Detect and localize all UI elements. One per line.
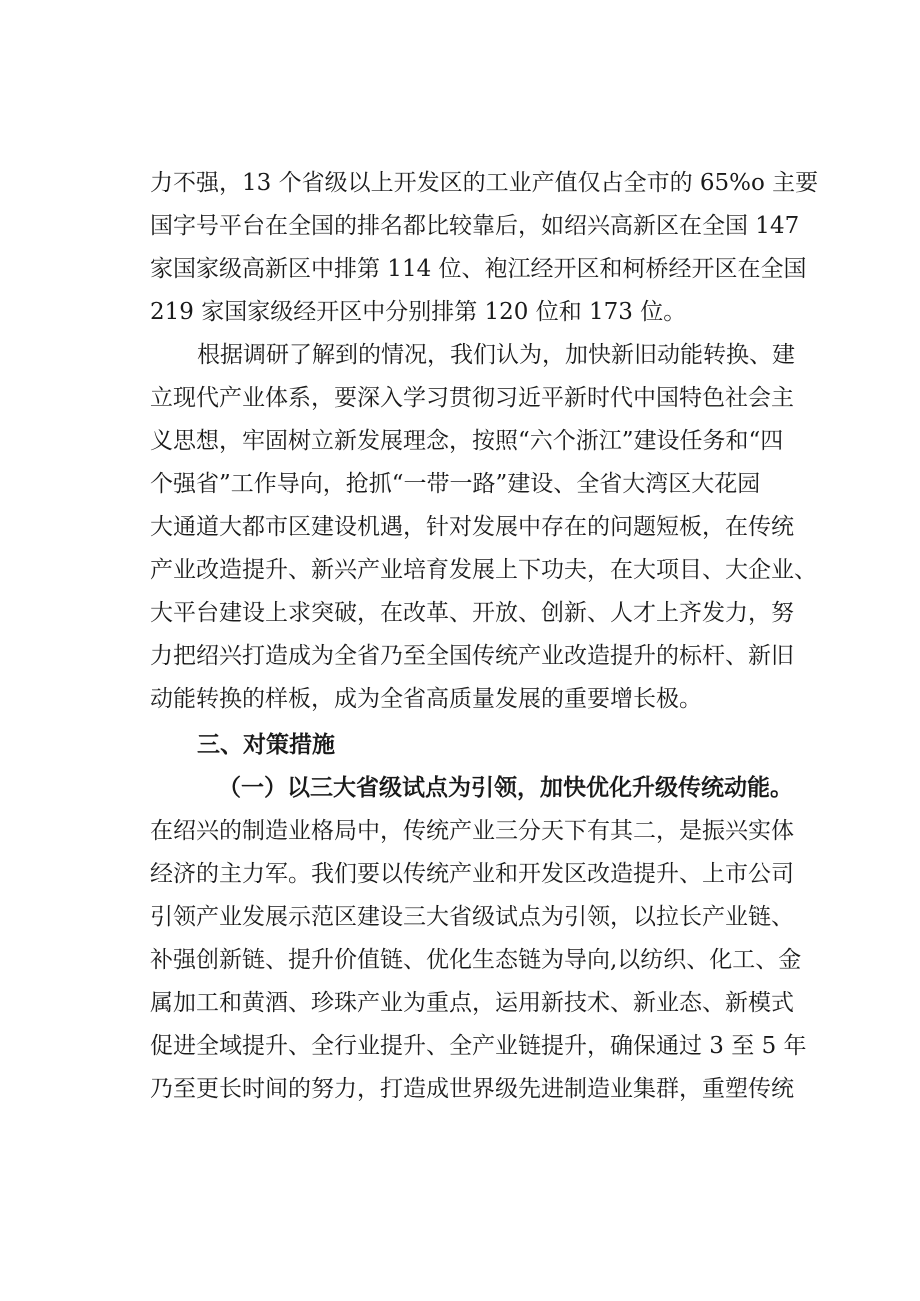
text-line: 乃至更长时间的努力，打造成世界级先进制造业集群，重塑传统 — [150, 1076, 794, 1102]
text-line: 219 家国家级经开区中分别排第 120 位和 173 位。 — [150, 299, 687, 325]
text-line: 补强创新链、提升价值链、优化生态链为导向,以纺织、化工、金 — [150, 947, 802, 973]
subsection-heading: （一）以三大省级试点为引领，加快优化升级传统动能。 — [218, 774, 793, 801]
text-line: 属加工和黄酒、珍珠产业为重点，运用新技术、新业态、新模式 — [150, 990, 794, 1016]
text-line: 立现代产业体系，要深入学习贯彻习近平新时代中国特色社会主 — [150, 385, 794, 411]
text-line: 促进全域提升、全行业提升、全产业链提升，确保通过 3 至 5 年 — [150, 1033, 807, 1059]
text-line: 力把绍兴打造成为全省乃至全国传统产业改造提升的标杆、新旧 — [150, 643, 794, 669]
section-heading: 三、对策措施 — [197, 732, 335, 758]
text-line: 动能转换的样板，成为全省高质量发展的重要增长极。 — [150, 686, 702, 712]
text-line: 大通道大都市区建设机遇，针对发展中存在的问题短板，在传统 — [150, 514, 794, 540]
text-line: 经济的主力军。我们要以传统产业和开发区改造提升、上市公司 — [150, 861, 794, 887]
text-line: 根据调研了解到的情况，我们认为，加快新旧动能转换、建 — [197, 342, 795, 368]
text-line: 力不强，13 个省级以上开发区的工业产值仅占全市的 65%o 主要 — [150, 170, 819, 196]
text-line: 大平台建设上求突破，在改革、开放、创新、人才上齐发力，努 — [150, 600, 794, 626]
text-line: 家国家级高新区中排第 114 位、袍江经开区和柯桥经开区在全国 — [150, 256, 807, 282]
text-line: 国字号平台在全国的排名都比较靠后，如绍兴高新区在全国 147 — [150, 213, 800, 239]
text-line: 义思想，牢固树立新发展理念，按照“六个浙江”建设任务和“四 — [150, 428, 784, 454]
text-line: 引领产业发展示范区建设三大省级试点为引领，以拉长产业链、 — [150, 904, 794, 930]
text-line: 个强省”工作导向，抢抓“一带一路”建设、全省大湾区大花园 — [150, 471, 761, 497]
text-line: 在绍兴的制造业格局中，传统产业三分天下有其二，是振兴实体 — [150, 818, 794, 844]
text-line: 产业改造提升、新兴产业培育发展上下功夫，在大项目、大企业、 — [150, 557, 817, 583]
